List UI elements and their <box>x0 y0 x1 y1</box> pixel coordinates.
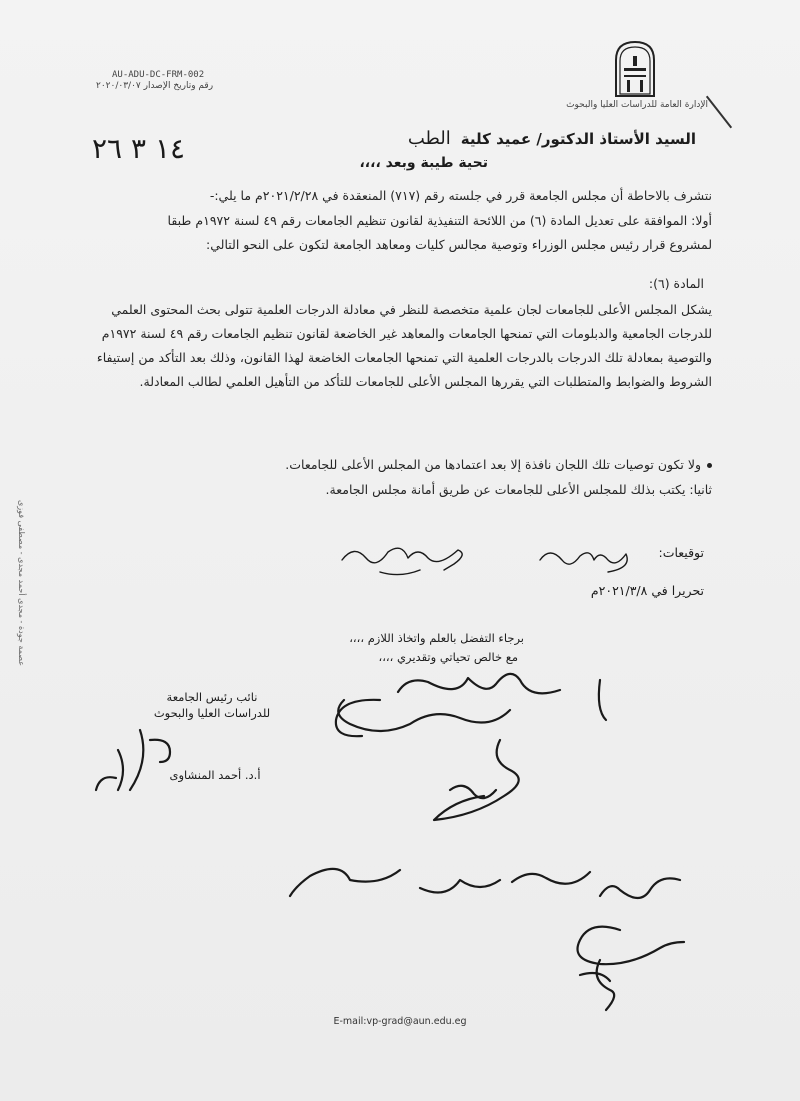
signature-2 <box>342 548 462 574</box>
addressee-faculty-handwritten: الطب <box>407 128 451 149</box>
handwritten-note-1 <box>336 674 606 820</box>
bullet-icon <box>707 463 712 468</box>
second-resolution: ثانيا: يكتب بذلك للمجلس الأعلى للجامعات عن طريق أمانة مجلس الجامعة. <box>325 482 712 497</box>
handwritten-number-text: ١٤ ٣ ٢٦ <box>92 132 186 165</box>
bullet-text: ولا تكون توصيات تلك اللجان نافذة إلا بعد اعتمادها من المجلس الأعلى للجامعات. <box>285 457 701 472</box>
side-initials: عصمة جودة - مجدى أحمد مجدى - مصطفى فوزى <box>17 500 26 666</box>
greeting: تحية طيبة وبعد ،،،، <box>359 155 488 171</box>
bullet-item <box>92 456 712 473</box>
deputy-title-line1: نائب رئيس الجامعة <box>166 690 258 704</box>
department-header: الإدارة العامة للدراسات العليا والبحوث <box>566 100 708 110</box>
handwritten-note-2 <box>290 869 680 898</box>
deputy-signature <box>96 730 170 790</box>
signature-1 <box>540 553 627 572</box>
date-line: تحريرا في ٢٠٢١/٣/٨م <box>590 583 704 598</box>
article-title: المادة (٦): <box>648 276 704 291</box>
handwritten-signature-bottom <box>578 927 685 1010</box>
university-logo <box>612 38 658 98</box>
closing-request: برجاء التفضل بالعلم واتخاذ اللازم ،،،، <box>349 631 524 645</box>
closing-regards: مع خالص تحياتي وتقديري ،،،، <box>378 650 518 664</box>
handwritten-number <box>92 132 185 165</box>
addressee-line <box>408 128 696 149</box>
first-resolution-line1: أولا: الموافقة على تعديل المادة (٦) من اللائحة التنفيذية لقانون تنظيم الجامعات رقم ٤٩ لسنة ١٩٧٢م طبقا <box>167 213 712 228</box>
deputy-name: أ.د. أحمد المنشاوى <box>169 768 261 782</box>
addressee: السيد الأستاذ الدكتور/ عميد كلية <box>460 130 696 148</box>
form-code: AU-ADU-DC-FRM-002 <box>112 70 205 80</box>
article-body: يشكل المجلس الأعلى للجامعات لجان علمية متخصصة للنظر في معادلة الدرجات العلمية تتولى بحث المحتوى العلمي للدرجات الجامعية والدبلومات التي تمنحها الجامعات والمعاهد غير الخاضعة لقانون تنظيم الجامعات رقم ٤٩ لسنة ١٩٧٢م والتوصية بمعادلة تلك الدرجات بالدرجات العلمية التي تمنحها الجامعات الخاضعة لهذا القانون، وذلك بعد التأكد من إستيفاء الشروط والضوابط والمتطلبات التي يقررها المجلس الأعلى للجامعات للتأكد من التأهيل العلمي لطالب المعادلة. <box>96 302 712 389</box>
pen-stroke <box>706 96 732 129</box>
form-issue-date: رقم وتاريخ الإصدار ٢٠٢٠/٠٣/٠٧ <box>96 81 214 91</box>
intro-paragraph: نتشرف بالاحاطة أن مجلس الجامعة قرر في جلسته رقم (٧١٧) المنعقدة في ٢٠٢١/٢/٢٨م ما يلي:- <box>209 188 712 203</box>
signatures-label: توقيعات: <box>658 545 704 560</box>
deputy-title-line2: للدراسات العليا والبحوث <box>153 706 271 720</box>
first-resolution-line2: لمشروع قرار رئيس مجلس الوزراء وتوصية مجالس كليات ومعاهد الجامعة لتكون على النحو التالي: <box>206 237 712 252</box>
footer-email: E-mail:vp-grad@aun.edu.eg <box>333 1016 467 1027</box>
